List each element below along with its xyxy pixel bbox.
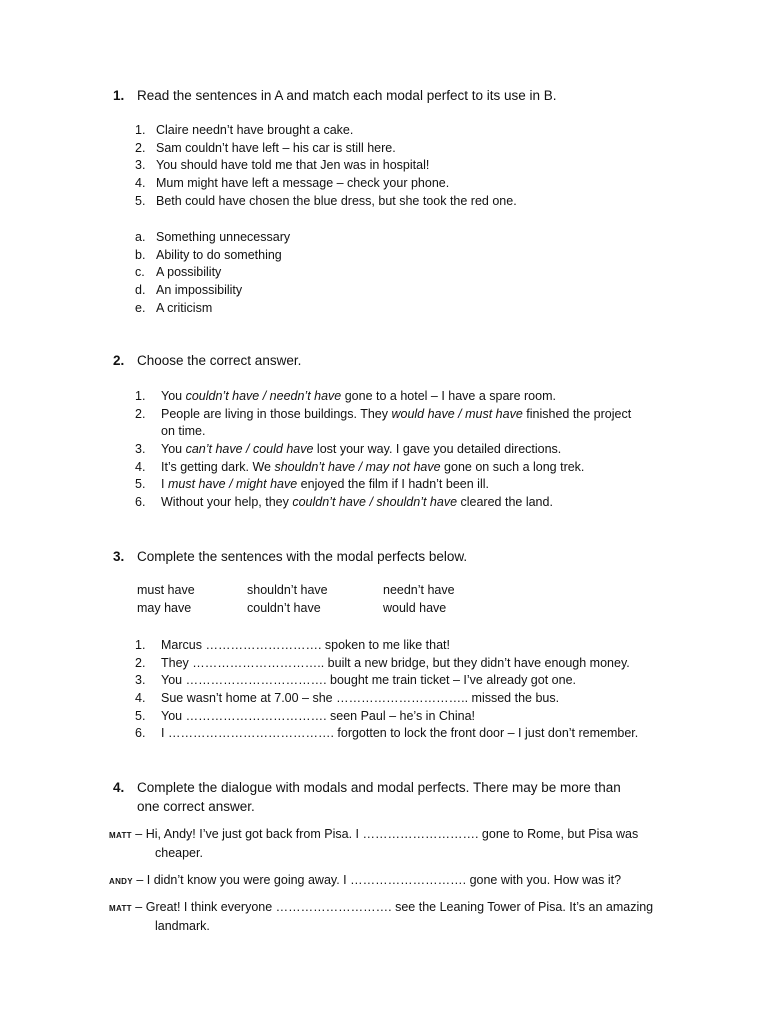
answer-options[interactable]: can’t have / could have [185,442,314,457]
list-item: 4. Sue wasn’t home at 7.00 – she ………………………….. missed the bus. [135,691,560,706]
word-bank-item: may have [137,601,192,615]
question-instruction: Read the sentences in A and match each modal perfect to its use in B. [137,88,557,103]
list-item: 2. Sam couldn’t have left – his car is still here. [135,140,396,155]
answer-options[interactable]: shouldn’t have / may not have [274,459,441,474]
q2-item-list [135,388,675,512]
list-item: 5. You ……………………………. seen Paul – he’s in China! [135,708,476,723]
list-item: 5. I must have / might have enjoyed the film if I hadn’t been ill. [135,477,489,492]
question-number: 4. [113,780,125,795]
list-item: 5. Beth could have chosen the blue dress, but she took the red one. [135,193,517,208]
question-number: 3. [113,549,125,564]
list-item: b. Ability to do something [135,247,282,262]
answer-options[interactable]: would have / must have [391,406,523,421]
q1-sentence-list [135,122,675,210]
list-item: 3. You can’t have / could have lost your way. I gave you detailed directions. [135,442,562,457]
list-item: 4. Mum might have left a message – check your phone. [135,176,450,191]
word-bank [137,583,537,623]
question-instruction: Complete the dialogue with modals and modal perfects. There may be more than one correct answer. [137,780,621,814]
list-item: 2. They ………………………….. built a new bridge, but they didn’t have enough money. [135,655,630,670]
word-bank-item: must have [137,583,195,597]
answer-options[interactable]: couldn’t have / needn’t have [185,389,342,403]
list-item: e. A criticism [135,300,213,315]
speaker-name: MATT [109,904,132,913]
list-item: 1. You couldn’t have / needn’t have gone to a hotel – I have a spare room. [135,389,556,403]
question-number: 2. [113,353,125,368]
list-item: 6. I …………………………………. forgotten to lock the front door – I just don’t remember. [135,726,639,741]
dialogue-line: ANDY – I didn’t know you were going away. I ………………………. gone with you. How was it? [109,873,622,887]
list-item: 4. It’s getting dark. We shouldn’t have / may not have gone on such a long trek. [135,459,585,474]
question-instruction: Complete the sentences with the modal perfects below. [137,549,468,564]
speaker-name: MATT [109,831,132,840]
question-number: 1. [113,88,125,103]
dialogue-line: MATT – Hi, Andy! I’ve just got back from Pisa. I ………………………. gone to Rome, but Pisa was cheaper. [109,827,639,860]
answer-options[interactable]: must have / might have [167,477,298,492]
list-item: 3. You should have told me that Jen was in hospital! [135,158,430,173]
list-item: 6. Without your help, they couldn’t have / shouldn’t have cleared the land. [135,495,553,510]
list-item: 1. Claire needn’t have brought a cake. [135,123,354,137]
list-item: c. A possibility [135,265,222,280]
list-item: a. Something unnecessary [135,230,291,244]
word-bank-item: would have [383,601,447,615]
list-item: 3. You ……………………………. bought me train ticket – I’ve already got one. [135,673,576,688]
word-bank-item: needn’t have [383,583,455,597]
speaker-name: ANDY [109,877,133,886]
q3-item-list [135,637,675,743]
dialogue-line: MATT – Great! I think everyone ………………………. see the Leaning Tower of Pisa. It’s an amazing landmark. [109,900,654,933]
word-bank-item: shouldn’t have [247,583,328,597]
answer-options[interactable]: couldn’t have / shouldn’t have [292,495,458,510]
list-item: 2. People are living in those buildings. They would have / must have finished the project on time. [135,406,632,439]
list-item: d. An impossibility [135,283,243,298]
question-instruction: Choose the correct answer. [137,353,302,368]
list-item: 1. Marcus ………………………. spoken to me like that! [135,638,450,652]
word-bank-item: couldn’t have [247,601,321,615]
q1-use-list [135,229,675,317]
